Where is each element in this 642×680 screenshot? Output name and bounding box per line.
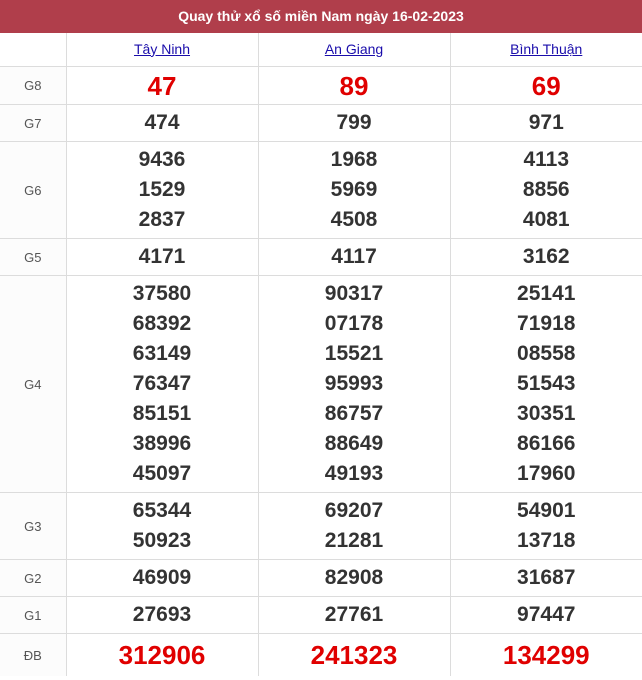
result-number: 86166	[517, 432, 576, 455]
result-number: 21281	[324, 529, 384, 552]
result-number: 241323	[310, 640, 398, 670]
result-number: 8856	[522, 178, 570, 201]
result-cell	[66, 142, 258, 239]
result-cell	[66, 276, 258, 493]
result-cell	[450, 597, 642, 634]
result-number: 17960	[517, 462, 576, 485]
result-number: 51543	[517, 372, 576, 395]
result-number: 45097	[132, 462, 192, 485]
result-number: 799	[336, 111, 372, 134]
result-cell	[258, 560, 450, 597]
result-number: 4081	[522, 208, 570, 231]
corner-cell	[0, 33, 66, 67]
result-number: 76347	[132, 372, 192, 395]
result-cell	[66, 493, 258, 560]
result-cell	[66, 634, 258, 677]
result-number: 31687	[517, 566, 576, 589]
result-number: 54901	[517, 499, 576, 522]
result-cell	[258, 276, 450, 493]
result-number: 89	[339, 70, 369, 101]
result-cell	[66, 560, 258, 597]
result-cell	[450, 634, 642, 677]
result-number: 27693	[132, 603, 192, 626]
result-cell	[450, 560, 642, 597]
prize-row	[0, 142, 642, 239]
result-number: 30351	[517, 402, 576, 425]
result-number: 5969	[330, 178, 378, 201]
result-number: 85151	[132, 402, 192, 425]
result-number: 1968	[330, 148, 378, 171]
result-number: 13718	[517, 529, 576, 552]
prize-label: G7	[0, 105, 66, 142]
result-number: 97447	[517, 603, 576, 626]
province-link-tay-ninh[interactable]: Tây Ninh	[133, 40, 191, 57]
result-number: 65344	[132, 499, 192, 522]
result-cell	[258, 105, 450, 142]
result-number: 2837	[138, 208, 186, 231]
result-cell	[450, 493, 642, 560]
result-cell	[450, 239, 642, 276]
prize-row	[0, 105, 642, 142]
prize-label: ĐB	[0, 634, 66, 677]
prize-row	[0, 560, 642, 597]
province-cell	[66, 33, 258, 67]
result-number: 37580	[132, 282, 192, 305]
result-number: 86757	[324, 402, 384, 425]
results-table	[0, 33, 642, 676]
result-number: 82908	[324, 566, 384, 589]
result-cell	[450, 276, 642, 493]
prize-row	[0, 493, 642, 560]
province-header-row	[0, 33, 642, 67]
result-number: 69	[531, 70, 561, 101]
result-cell	[258, 239, 450, 276]
prize-label: G5	[0, 239, 66, 276]
result-number: 27761	[324, 603, 384, 626]
result-number: 971	[528, 111, 564, 134]
results-title: Quay thử xổ số miền Nam ngày 16-02-2023	[0, 0, 642, 33]
result-number: 4117	[331, 245, 377, 268]
result-number: 95993	[324, 372, 384, 395]
province-cell	[258, 33, 450, 67]
result-number: 71918	[517, 312, 576, 335]
result-number: 07178	[324, 312, 384, 335]
result-number: 47	[147, 70, 177, 101]
province-link-an-giang[interactable]: An Giang	[324, 40, 384, 57]
result-number: 46909	[132, 566, 192, 589]
result-cell	[450, 105, 642, 142]
result-number: 38996	[132, 432, 192, 455]
prize-row	[0, 239, 642, 276]
result-number: 312906	[118, 640, 206, 670]
result-number: 474	[144, 111, 180, 134]
result-number: 1529	[138, 178, 186, 201]
province-cell	[450, 33, 642, 67]
prize-label: G1	[0, 597, 66, 634]
result-cell	[258, 67, 450, 105]
result-number: 4508	[330, 208, 378, 231]
result-number: 69207	[324, 499, 384, 522]
result-number: 68392	[132, 312, 192, 335]
result-number: 4113	[523, 148, 570, 171]
result-number: 134299	[502, 640, 590, 670]
result-cell	[450, 67, 642, 105]
result-number: 90317	[324, 282, 384, 305]
prize-row	[0, 276, 642, 493]
result-number: 49193	[324, 462, 384, 485]
province-link-binh-thuan[interactable]: Bình Thuận	[510, 40, 583, 57]
result-cell	[258, 493, 450, 560]
result-cell	[258, 597, 450, 634]
prize-label: G3	[0, 493, 66, 560]
result-cell	[66, 597, 258, 634]
prize-row	[0, 597, 642, 634]
prize-label: G4	[0, 276, 66, 493]
prize-label: G2	[0, 560, 66, 597]
result-number: 3162	[522, 245, 570, 268]
result-number: 88649	[324, 432, 384, 455]
prize-row	[0, 634, 642, 677]
result-number: 4171	[138, 245, 186, 268]
result-cell	[258, 634, 450, 677]
result-cell	[66, 67, 258, 105]
result-cell	[258, 142, 450, 239]
result-number: 08558	[517, 342, 576, 365]
result-cell	[450, 142, 642, 239]
result-cell	[66, 105, 258, 142]
result-number: 50923	[132, 529, 192, 552]
result-number: 25141	[517, 282, 576, 305]
prize-row	[0, 67, 642, 105]
prize-label: G6	[0, 142, 66, 239]
result-number: 9436	[138, 148, 186, 171]
result-number: 15521	[324, 342, 384, 365]
result-cell	[66, 239, 258, 276]
prize-label: G8	[0, 67, 66, 105]
result-number: 63149	[132, 342, 192, 365]
